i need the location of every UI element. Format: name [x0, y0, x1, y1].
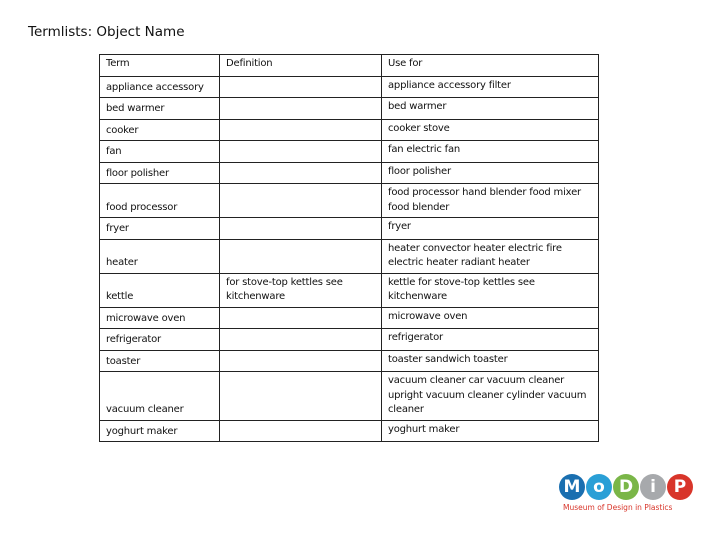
- definition-cell: [220, 329, 382, 351]
- use-for-cell: bed warmer: [382, 98, 599, 120]
- definition-cell: [220, 420, 382, 442]
- definition-cell: [220, 184, 382, 218]
- term-cell: microwave oven: [100, 307, 220, 329]
- term-cell: yoghurt maker: [100, 420, 220, 442]
- term-cell: vacuum cleaner: [100, 372, 220, 421]
- logo-letter: M: [559, 474, 585, 500]
- use-for-cell: refrigerator: [382, 329, 599, 351]
- modip-logo: [559, 474, 699, 518]
- term-cell: fan: [100, 141, 220, 163]
- definition-cell: [220, 218, 382, 240]
- term-cell: floor polisher: [100, 162, 220, 184]
- use-for-cell: heater convector heater electric fire electric heater radiant heater: [382, 239, 599, 273]
- use-for-cell: kettle for stove-top kettles see kitchenware: [382, 273, 599, 307]
- table-row: [100, 329, 599, 351]
- use-for-cell: yoghurt maker: [382, 420, 599, 442]
- logo-letter: i: [640, 474, 666, 500]
- term-cell: toaster: [100, 350, 220, 372]
- termlist-table: [99, 54, 599, 442]
- definition-cell: [220, 239, 382, 273]
- table-row: [100, 372, 599, 421]
- definition-cell: [220, 141, 382, 163]
- logo-tagline: Museum of Design in Plastics: [563, 503, 673, 512]
- table-row: [100, 141, 599, 163]
- table-row: [100, 239, 599, 273]
- use-for-cell: fan electric fan: [382, 141, 599, 163]
- use-for-cell: fryer: [382, 218, 599, 240]
- term-cell: heater: [100, 239, 220, 273]
- definition-cell: [220, 119, 382, 141]
- definition-cell: [220, 307, 382, 329]
- table-row: [100, 98, 599, 120]
- table-row: [100, 218, 599, 240]
- use-for-cell: cooker stove: [382, 119, 599, 141]
- definition-cell: [220, 372, 382, 421]
- table-row: [100, 162, 599, 184]
- definition-cell: [220, 76, 382, 98]
- logo-letter: D: [613, 474, 639, 500]
- header-row: [100, 55, 599, 77]
- definition-cell: for stove-top kettles see kitchenware: [220, 273, 382, 307]
- definition-cell: [220, 350, 382, 372]
- term-cell: cooker: [100, 119, 220, 141]
- term-cell: bed warmer: [100, 98, 220, 120]
- page-title: Termlists: Object Name: [28, 24, 185, 40]
- table-row: [100, 76, 599, 98]
- table-row: [100, 184, 599, 218]
- logo-letter: P: [667, 474, 693, 500]
- header-definition: Definition: [220, 55, 382, 77]
- definition-cell: [220, 98, 382, 120]
- table-row: [100, 350, 599, 372]
- table-row: [100, 420, 599, 442]
- term-cell: fryer: [100, 218, 220, 240]
- table-row: [100, 307, 599, 329]
- use-for-cell: vacuum cleaner car vacuum cleaner upright vacuum cleaner cylinder vacuum cleaner: [382, 372, 599, 421]
- term-cell: kettle: [100, 273, 220, 307]
- use-for-cell: microwave oven: [382, 307, 599, 329]
- table-row: [100, 273, 599, 307]
- table-row: [100, 119, 599, 141]
- use-for-cell: floor polisher: [382, 162, 599, 184]
- header-use-for: Use for: [382, 55, 599, 77]
- use-for-cell: toaster sandwich toaster: [382, 350, 599, 372]
- use-for-cell: food processor hand blender food mixer food blender: [382, 184, 599, 218]
- use-for-cell: appliance accessory filter: [382, 76, 599, 98]
- header-term: Term: [100, 55, 220, 77]
- term-cell: appliance accessory: [100, 76, 220, 98]
- logo-letter: o: [586, 474, 612, 500]
- term-cell: food processor: [100, 184, 220, 218]
- term-cell: refrigerator: [100, 329, 220, 351]
- definition-cell: [220, 162, 382, 184]
